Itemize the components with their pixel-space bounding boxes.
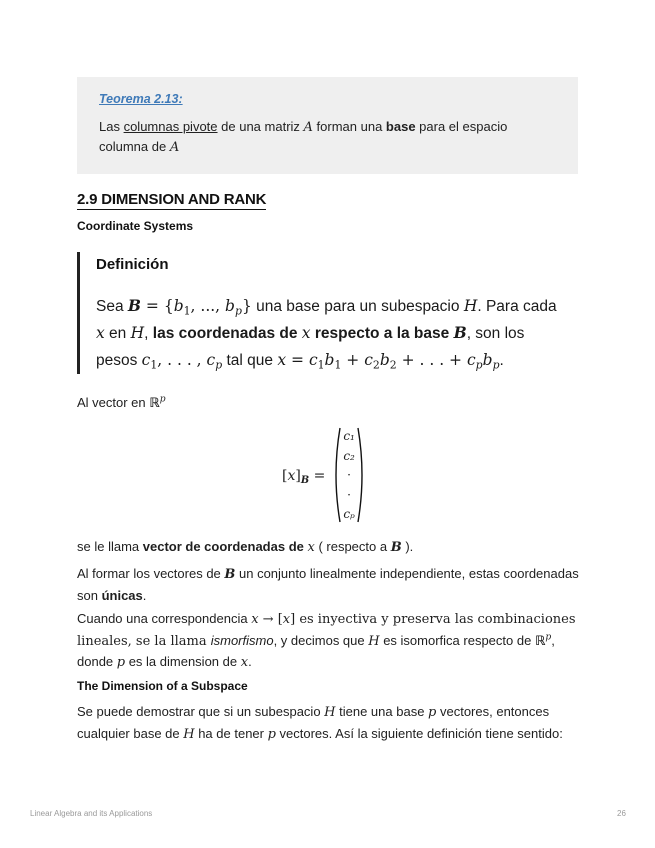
text: ). (401, 539, 414, 554)
subheading-dimension: The Dimension of a Subspace (77, 679, 248, 693)
text: . (142, 587, 147, 603)
bold-text: las coordenadas de (152, 325, 302, 342)
text: ha de tener (194, 725, 268, 741)
paragraph-unique (77, 564, 582, 606)
italic-text: ismorfismo (210, 632, 274, 648)
math-A: A (303, 120, 313, 135)
math-sub: p (215, 358, 223, 372)
math: b (379, 351, 390, 369)
text: , donde (77, 632, 555, 669)
text: Al formar los vectores de (77, 566, 225, 581)
definition-title: Definición (96, 256, 169, 273)
math-B: B (453, 323, 467, 342)
math: [ (282, 467, 288, 484)
matrix-entry: · (347, 487, 351, 502)
math-B: B (224, 567, 236, 582)
math-sup: p (159, 394, 166, 405)
left-paren-icon (331, 427, 341, 523)
paragraph-isomorphism (77, 609, 582, 674)
text: Cuando una correspondencia (77, 611, 252, 626)
text: vectores, entonces cualquier base de (77, 704, 550, 741)
math: c (141, 351, 151, 369)
math-x: x (301, 324, 311, 342)
bold-text: únicas (101, 587, 143, 603)
text: , y decimos que (273, 632, 369, 648)
text: es la dimension de (125, 654, 241, 669)
math-sub: B (300, 474, 310, 486)
text: vectores. Así la siguiente definición tiene sentido: (275, 725, 563, 741)
math: ] (295, 467, 301, 484)
matrix-column (341, 427, 357, 523)
text: para el espacio columna de (99, 119, 508, 154)
math-sub: 2 (389, 358, 397, 372)
text: es isomorfica respecto de (379, 632, 535, 648)
math-sub: 1 (183, 304, 191, 318)
math: = { (141, 297, 174, 315)
definition-block (77, 252, 567, 374)
text: . (499, 352, 504, 369)
math-H: H (463, 297, 478, 315)
math-H: H (368, 633, 380, 649)
coordinate-vector-equation (282, 426, 367, 524)
paragraph-vector (77, 393, 582, 415)
theorem-box (77, 77, 578, 174)
theorem-text (99, 117, 556, 157)
math-B: B (127, 296, 141, 315)
subheading-coordinate-systems: Coordinate Systems (77, 219, 194, 233)
math-H: H (183, 726, 195, 742)
math: → [ (258, 612, 283, 627)
text: Las (99, 119, 124, 134)
math: , . . . , (157, 351, 207, 369)
definition-text (96, 293, 567, 374)
math: = (286, 351, 309, 369)
math-x: x (282, 612, 291, 627)
math-A: A (169, 140, 180, 155)
matrix-entry: cₚ (343, 507, 355, 521)
math: } (241, 297, 252, 315)
footer-title: Linear Algebra and its Applications (30, 809, 153, 818)
math-p: p (428, 705, 437, 720)
math-p: p (116, 655, 126, 670)
text: Al vector en (77, 395, 150, 410)
math-sub: 1 (150, 358, 158, 372)
text: en (104, 325, 131, 342)
math-sub: p (475, 358, 483, 372)
math: c (308, 351, 318, 369)
math-sup: p (545, 632, 552, 643)
text: se le llama (77, 539, 143, 554)
matrix-entry: c₂ (343, 448, 355, 463)
paragraph-coordinate-vector (77, 537, 582, 559)
math: + . . . + (396, 351, 467, 369)
math-sub: p (492, 358, 500, 372)
math-H: H (324, 705, 336, 720)
matrix-entry: · (347, 468, 351, 482)
matrix-entry: c₁ (343, 429, 355, 443)
math: , ..., (190, 297, 226, 315)
math: + (341, 351, 365, 369)
math-x: x (251, 612, 259, 627)
bold-base: base (385, 119, 416, 134)
matrix-lhs (282, 467, 325, 484)
text: Sea (96, 298, 128, 315)
math-p: p (267, 726, 276, 742)
math-x: x (277, 351, 287, 369)
text: . Para cada (477, 298, 557, 315)
paragraph-dimension (77, 702, 582, 745)
math: b (324, 351, 335, 369)
text: tiene una base (335, 704, 429, 719)
theorem-title[interactable]: Teorema 2.13: (99, 92, 183, 106)
math: c (364, 351, 373, 369)
math-x: x (287, 467, 296, 484)
math-B: B (390, 540, 402, 555)
text: Se puede demostrar que si un subespacio (77, 704, 325, 719)
text: ( respecto a (314, 539, 391, 554)
math-x: x (307, 540, 315, 555)
math: = (309, 467, 326, 484)
math: b (173, 297, 184, 315)
math-H: H (130, 324, 145, 342)
math-sub: p (234, 304, 242, 318)
math: b (482, 351, 493, 369)
text: tal que (222, 352, 278, 369)
math-x: x (240, 655, 249, 670)
text: . (248, 654, 252, 669)
math: c (206, 351, 216, 369)
right-paren-icon (357, 427, 367, 523)
math-sub: 1 (334, 358, 342, 372)
text: una base para un subespacio (251, 298, 464, 315)
math-R: ℝ (149, 396, 160, 411)
math-x: x (96, 324, 105, 342)
math: b (225, 297, 235, 315)
math-R: ℝ (534, 633, 546, 649)
text: forman una (312, 119, 386, 134)
page-number: 26 (617, 809, 626, 818)
text: , (144, 325, 153, 342)
math-sub: 2 (372, 358, 380, 372)
math: c (466, 351, 476, 369)
text: de una matriz (217, 119, 304, 134)
text: , son los pesos (96, 325, 525, 369)
section-heading: 2.9 DIMENSION AND RANK (77, 191, 267, 208)
math-sub: 1 (317, 358, 325, 372)
text: ] es inyectiva y preserva las combinaciones lineales, se la llama (77, 612, 576, 649)
bold-text: vector de coordenadas de (142, 539, 308, 554)
text: un conjunto linealmente independiente, estas coordenadas son (77, 566, 579, 603)
pivot-columns-link[interactable]: columnas pivote (123, 119, 218, 134)
bold-text: respecto a la base (310, 325, 454, 342)
